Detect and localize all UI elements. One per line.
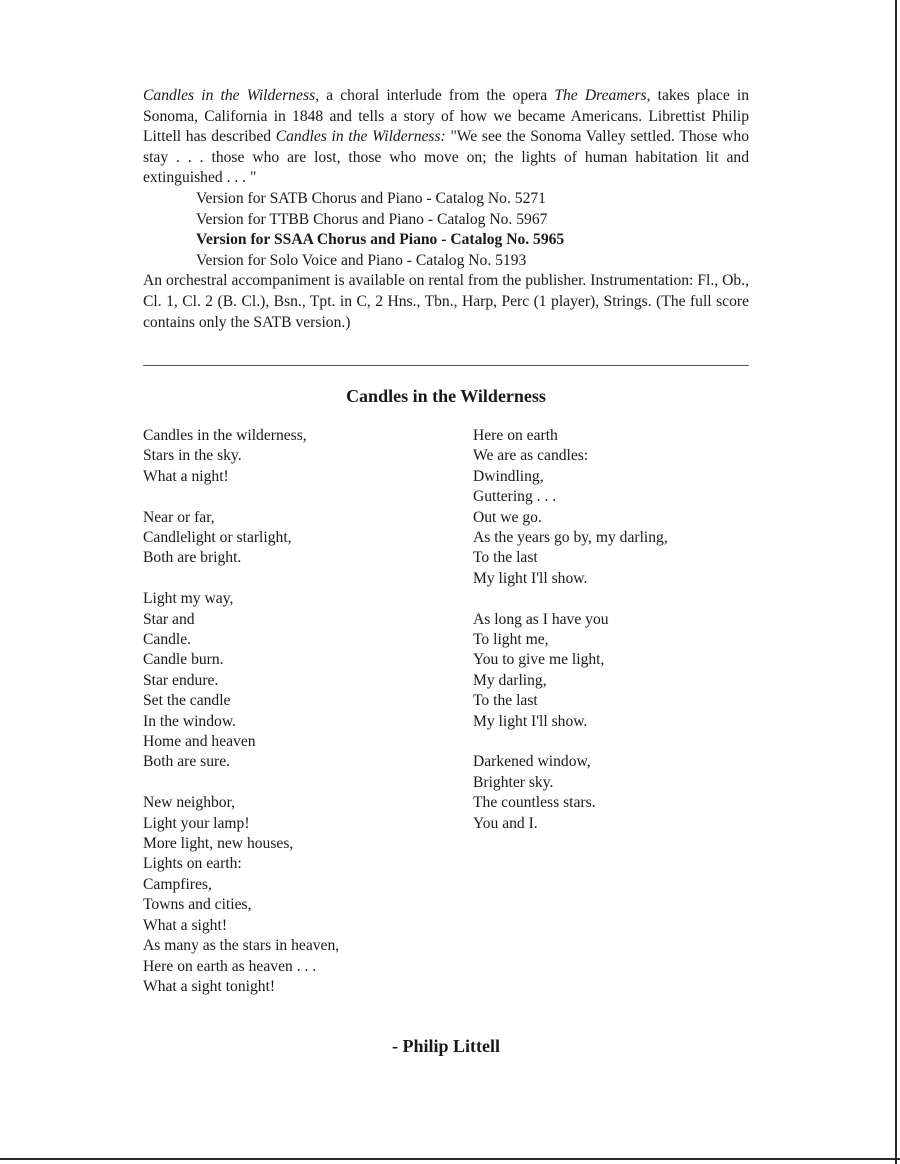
poem-line: Home and heaven	[143, 733, 256, 751]
poem-author: - Philip Littell	[392, 1036, 500, 1056]
poem-line: Candle.	[143, 631, 192, 649]
poem-line: My light I'll show.	[473, 712, 588, 730]
poem-left-column	[143, 426, 339, 1018]
page-edge-bottom	[0, 1158, 900, 1160]
poem-line: To light me,	[473, 631, 549, 649]
poem-line: Both are bright.	[143, 549, 242, 567]
intro-opera-italic: The Dreamers,	[554, 87, 651, 104]
poem-line: More light, new houses,	[143, 835, 294, 853]
poem-line: Candlelight or starlight,	[143, 529, 292, 547]
poem-line: The countless stars.	[473, 794, 596, 812]
poem-stanza	[473, 426, 668, 589]
poem-line: You to give me light,	[473, 651, 605, 669]
poem-line: Both are sure.	[143, 753, 231, 771]
poem-stanza	[473, 752, 668, 834]
poem-line: Candle burn.	[143, 651, 224, 669]
poem-stanza	[143, 426, 339, 487]
intro-section	[143, 86, 749, 333]
poem-line: Stars in the sky.	[143, 447, 242, 465]
poem-stanza	[143, 589, 339, 773]
intro-text-b: takes place in Sonoma, California in 1848 and tells a story of how we became Americans. Librettist Philip Littell has described	[143, 87, 750, 146]
orchestral-note: An orchestral accompaniment is available on rental from the publisher. Instrumentation: Fl., Ob., Cl. 1, Cl. 2 (B. Cl.), Bsn., Tpt. in C, 2 Hns., Tbn., Harp, Perc (1 player), Strings. (The full score contains only the SATB version.)	[143, 272, 749, 331]
poem-line: New neighbor,	[143, 794, 236, 812]
version-ssaa: Version for SSAA Chorus and Piano - Catalog No. 5965	[196, 231, 565, 249]
poem-line: Star and	[143, 610, 195, 628]
intro-text-a: a choral interlude from the opera	[319, 87, 555, 104]
poem-line: To the last	[473, 692, 538, 710]
poem-stanza	[143, 793, 339, 997]
poem-line: My light I'll show.	[473, 569, 588, 587]
poem-line: Star endure.	[143, 671, 219, 689]
poem-title: Candles in the Wilderness	[346, 386, 546, 406]
poem-line: We are as candles:	[473, 447, 589, 465]
poem-line: What a night!	[143, 467, 229, 485]
poem-line: What a sight!	[143, 916, 228, 934]
intro-title-italic: Candles in the Wilderness,	[143, 87, 320, 104]
poem-line: As long as I have you	[473, 610, 609, 628]
intro-title-italic-2: Candles in the Wilderness:	[275, 128, 446, 146]
poem-line: Guttering . . .	[473, 488, 557, 506]
poem-stanza	[143, 508, 339, 569]
poem-line: Out we go.	[473, 508, 542, 526]
poem-line: Set the candle	[143, 692, 231, 710]
poem-line: Brighter sky.	[473, 773, 554, 791]
intro-text-c: "We see the Sonoma Valley settled. Those who stay . . . those who are lost, those who move on; the lights of human habitation lit and extinguished . . . "	[143, 128, 749, 187]
intro-paragraph	[143, 86, 749, 189]
poem-line: Towns and cities,	[143, 896, 252, 914]
poem-line: Lights on earth:	[143, 855, 242, 873]
poem-line: Here on earth	[473, 427, 558, 444]
divider-rule	[143, 365, 749, 366]
poem-line: As the years go by, my darling,	[473, 529, 668, 547]
version-solo: Version for Solo Voice and Piano - Catalog No. 5193	[196, 251, 527, 269]
version-satb: Version for SATB Chorus and Piano - Catalog No. 5271	[196, 189, 546, 207]
poem-line: You and I.	[473, 814, 538, 832]
page-edge-right	[895, 0, 897, 1164]
poem-line: Near or far,	[143, 508, 215, 526]
poem-line: In the window.	[143, 712, 236, 730]
poem-line: Light your lamp!	[143, 814, 250, 832]
poem-line: As many as the stars in heaven,	[143, 937, 340, 955]
poem-line: To the last	[473, 549, 538, 567]
poem-line: Campfires,	[143, 875, 212, 893]
poem-right-column	[473, 426, 668, 854]
poem-line: Light my way,	[143, 590, 234, 608]
version-ttbb: Version for TTBB Chorus and Piano - Catalog No. 5967	[196, 210, 548, 228]
poem-line: Here on earth as heaven . . .	[143, 957, 317, 975]
poem-line: Darkened window,	[473, 753, 591, 771]
poem-line: What a sight tonight!	[143, 977, 276, 995]
poem-line: My darling,	[473, 671, 547, 689]
poem-line: Dwindling,	[473, 467, 544, 485]
poem-stanza	[473, 610, 668, 732]
poem-line: Candles in the wilderness,	[143, 427, 307, 444]
